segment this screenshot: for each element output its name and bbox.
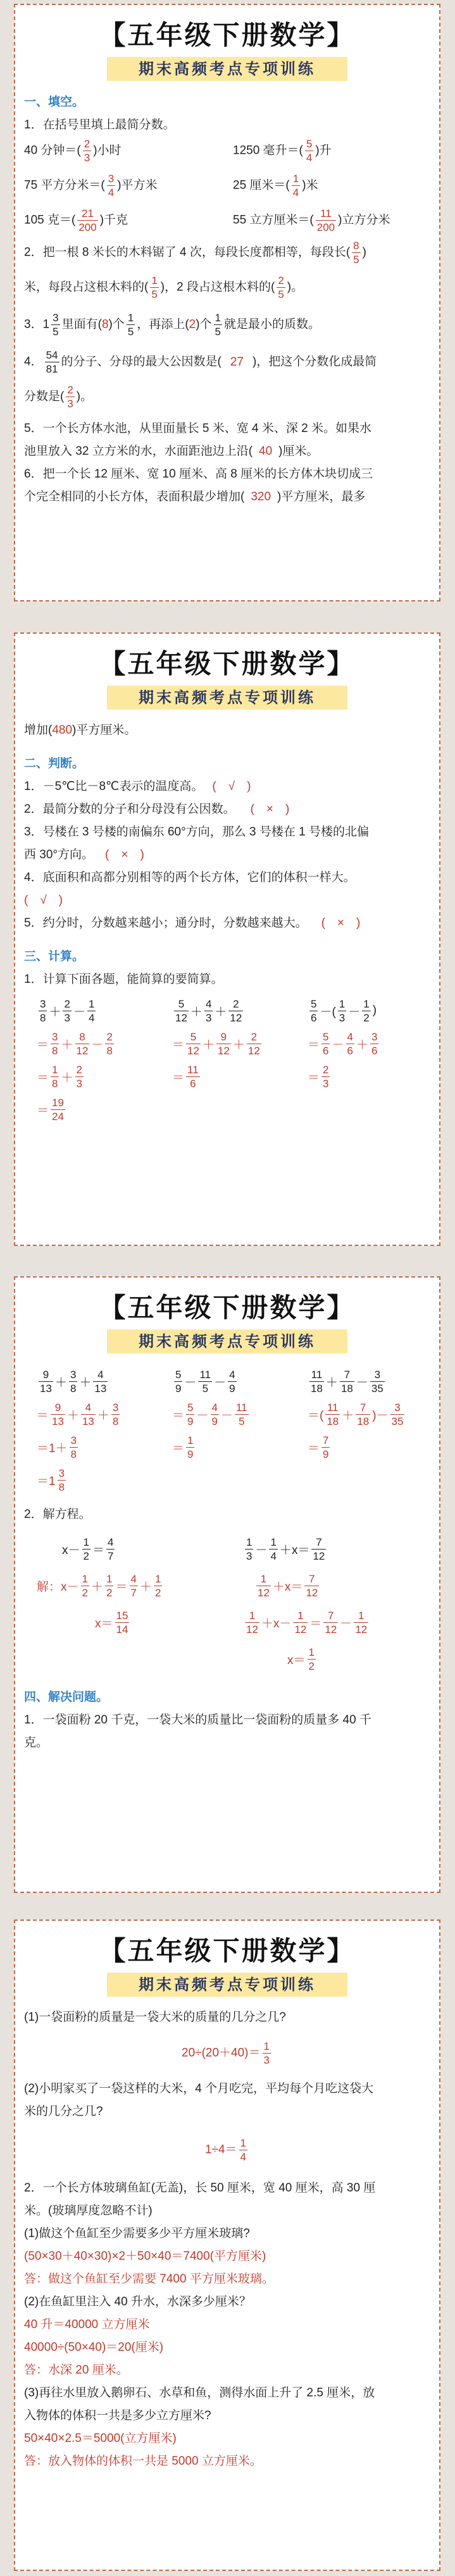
solution-2b: $\frac{1}{12}$ ＋x－ $\frac{1}{12}$ ＝ $\frac{7}{12}$ － $\frac{1}{12}$	[246, 1609, 368, 1636]
problem-1-part-2: (2)小明家买了一袋这样的大米，4 个月吃完，平均每个月吃这袋大	[24, 2082, 374, 2095]
step-2a: ＝ $\frac{5}{12}$ ＋ $\frac{9}{12}$ ＋ $\frac{2}{12}$	[172, 1030, 260, 1057]
expr-1: $\frac{3}{8}$ ＋ $\frac{2}{3}$ － $\frac{1}{4}$	[40, 997, 95, 1024]
question-4-cont: 分数是( $\frac{2}{3}$ )。	[24, 384, 93, 410]
question-2: 2．把一根 8 米长的木料锯了 4 次，每段长度都相等，每段长( $\frac{8}{5}$ )	[24, 240, 366, 266]
question-3: 3．1 $\frac{3}{5}$ 里面有(8)个 $\frac{1}{5}$ ，再添上(2)个 $\frac{1}{5}$ 就是最小的质数。	[24, 312, 321, 338]
question-6: 6．把一个长 12 厘米、宽 10 厘米、高 8 厘米的长方体木块切成三	[24, 467, 373, 481]
solution-2a: $\frac{1}{12}$ ＋x＝ $\frac{7}{12}$	[258, 1572, 318, 1599]
question-4: 4． $\frac{54}{81}$ 的分子、分母的最大公因数是( 27 )，把这个分数化成最简	[24, 349, 377, 375]
answer-5-statement: 答：放入物体的体积一共是 5000 立方厘米。	[24, 2455, 262, 2468]
page-subtitle: 期末高频考点专项训练	[107, 57, 347, 81]
section-true-false: 二、判断。	[24, 757, 85, 770]
calc-instruction: 1．计算下面各题，能简算的要简算。	[24, 973, 223, 986]
step-6b: ＝ $\frac{7}{9}$	[308, 1434, 329, 1460]
step-4a: ＝ $\frac{9}{13}$ ＋ $\frac{4}{13}$ ＋ $\frac{3}{8}$	[37, 1401, 119, 1427]
expr-4: $\frac{9}{13}$ ＋ $\frac{3}{8}$ ＋ $\frac{4}{13}$	[40, 1368, 107, 1395]
question-5: 5．一个长方体水池，从里面量长 5 米、宽 4 米、深 2 米。如果水	[24, 422, 371, 435]
worksheet-page-2	[14, 632, 440, 1246]
spacer	[37, 1641, 224, 1677]
problem-2-part-3: (3)再往水里放入鹅卵石、水草和鱼，测得水面上升了 2.5 厘米，放	[24, 2386, 375, 2400]
q1-row-1: 40 分钟＝( $\frac{2}{3}$ )小时 1250 毫升＝( $\frac{5}{4}$ )升	[24, 138, 332, 164]
problem-1-cont: 克。	[24, 1736, 49, 1749]
question-2-cont: 米，每段占这根木料的( $\frac{1}{5}$ )，2 段占这根木料的( $\frac{2}{5}$ )。	[24, 274, 304, 300]
judge-2: 2．最简分数的分子和分母没有公因数。 ( × )	[24, 803, 290, 816]
judge-1: 1．－5℃比－8℃表示的温度高。 ( √ )	[24, 780, 251, 793]
section-word-problems: 四、解决问题。	[24, 1691, 109, 1704]
expr-6: $\frac{11}{18}$ ＋ $\frac{7}{18}$ － $\frac{3}{35}$	[311, 1368, 383, 1395]
judge-3: 3．号楼在 3 号楼的南偏东 60°方向，那么 3 号楼在 1 号楼的北偏	[24, 825, 369, 839]
answer-3: (50×30＋40×30)×2＋50×40＝7400(平方厘米)	[24, 2250, 266, 2263]
page-subtitle: 期末高频考点专项训练	[107, 686, 347, 710]
question-6-cont: 个完全相同的小长方体，表面积最少增加( 320 )平方厘米，最多	[24, 490, 366, 503]
judge-3-cont: 西 30°方向。 ( × )	[24, 848, 144, 861]
problem-2: 2．一个长方体玻璃鱼缸(无盖)，长 50 厘米，宽 40 厘米，高 30 厘	[24, 2181, 376, 2195]
step-4c: ＝1 $\frac{3}{8}$	[37, 1467, 65, 1493]
problem-2-part-3-cont: 入物体的体积一共是多少立方厘米?	[24, 2409, 211, 2422]
solve-title: 2．解方程。	[24, 1508, 91, 1521]
step-1c: ＝ $\frac{19}{24}$	[37, 1096, 64, 1123]
judge-5: 5．约分时，分数越来越小；通分时，分数越来越大。 ( × )	[24, 916, 361, 930]
step-5b: ＝ $\frac{1}{9}$	[172, 1434, 194, 1460]
solution-1a: 解： x－ $\frac{1}{2}$ ＋ $\frac{1}{2}$ ＝ $\frac{4}{7}$ ＋ $\frac{1}{2}$	[37, 1572, 161, 1599]
step-1a: ＝ $\frac{3}{8}$ ＋ $\frac{8}{12}$ － $\frac{2}{8}$	[37, 1030, 113, 1057]
judge-4-answer: ( √ )	[24, 894, 63, 907]
equation-grid	[37, 1531, 430, 1677]
q1-row-2: 75 平方分米＝( $\frac{3}{4}$ )平方米 25 厘米＝( $\frac{1}{4}$ )米	[24, 173, 318, 199]
question-6-tail: 增加(480)平方厘米。	[24, 724, 137, 737]
equation-1: x－ $\frac{1}{2}$ ＝ $\frac{4}{7}$	[62, 1536, 114, 1562]
step-1b: ＝ $\frac{1}{8}$ ＋ $\frac{2}{3}$	[37, 1063, 82, 1090]
solution-1b: x＝ $\frac{15}{14}$	[95, 1609, 128, 1636]
section-calculation: 三、计算。	[24, 950, 85, 963]
worksheet-page-1	[14, 4, 440, 601]
step-3a: ＝ $\frac{5}{6}$ － $\frac{4}{6}$ ＋ $\frac{3}{6}$	[308, 1030, 378, 1057]
step-6a: ＝( $\frac{11}{18}$ ＋ $\frac{7}{18}$ )－ $\frac{3}{35}$	[308, 1401, 404, 1427]
equation-2: $\frac{1}{3}$ － $\frac{1}{4}$ ＋x＝ $\frac{7}{12}$	[246, 1536, 325, 1562]
question-1: 1．在括号里填上最简分数。	[24, 118, 175, 132]
expr-3: $\frac{5}{6}$ －( $\frac{1}{3}$ － $\frac{1}{2}$ )	[311, 997, 377, 1024]
solution-2c: x＝ $\frac{1}{2}$	[287, 1646, 315, 1672]
worksheet-page-4	[14, 1920, 440, 2571]
page-title: 【五年级下册数学】	[99, 1935, 356, 1966]
problem-1: 1．一袋面粉 20 千克，一袋大米的质量比一袋面粉的质量多 40 千	[24, 1713, 371, 1727]
calc-grid	[37, 994, 430, 1126]
q1-row-3: 105 克＝( $\frac{21}{200}$ )千克 55 立方厘米＝( $\frac{11}{200}$ )立方分米	[24, 207, 390, 233]
answer-3-statement: 答：做这个鱼缸至少需要 7400 平方厘米玻璃。	[24, 2272, 274, 2286]
step-2b: ＝ $\frac{11}{6}$	[172, 1063, 199, 1090]
page-subtitle: 期末高频考点专项训练	[107, 1329, 347, 1353]
problem-1-part-1: (1)一袋面粉的质量是一袋大米的质量的几分之几?	[24, 2011, 286, 2024]
page-title: 【五年级下册数学】	[99, 648, 356, 679]
expr-5: $\frac{5}{9}$ － $\frac{11}{5}$ － $\frac{4}{9}$	[175, 1368, 235, 1395]
problem-2-cont: 米。(玻璃厚度忽略不计)	[24, 2204, 153, 2217]
answer-5: 50×40×2.5＝5000(立方厘米)	[24, 2432, 177, 2445]
page-subtitle: 期末高频考点专项训练	[107, 1973, 347, 1997]
step-3b: ＝ $\frac{2}{3}$	[308, 1063, 329, 1090]
step-5a: ＝ $\frac{5}{9}$ － $\frac{4}{9}$ － $\frac{11}{5}$	[172, 1401, 247, 1427]
page-title: 【五年级下册数学】	[99, 20, 356, 51]
judge-4: 4．底面积和高都分别相等的两个长方体，它们的体积一样大。	[24, 871, 356, 884]
answer-4-statement: 答：水深 20 厘米。	[24, 2363, 128, 2377]
problem-1-part-2-cont: 米的几分之几?	[24, 2105, 103, 2118]
page-title: 【五年级下册数学】	[99, 1292, 356, 1323]
problem-2-part-1: (1)做这个鱼缸至少需要多少平方厘米玻璃?	[24, 2227, 250, 2240]
section-fill-blank: 一、填空。	[24, 96, 85, 109]
worksheet-page-3	[14, 1276, 440, 1893]
answer-4b: 40000÷(50×40)＝20(厘米)	[24, 2341, 164, 2354]
answer-2: 1÷4＝ $\frac{1}{4}$	[204, 2137, 247, 2163]
problem-2-part-2: (2)在鱼缸里注入 40 升水，水深多少厘米？	[24, 2295, 251, 2308]
step-4b: ＝1＋ $\frac{3}{8}$	[37, 1434, 77, 1460]
answer-1: 20÷(20＋40)＝ $\frac{1}{3}$	[182, 2040, 270, 2066]
question-5-cont: 池里放入 32 立方米的水，水面距池边上沿( 40 )厘米。	[24, 445, 319, 458]
expr-2: $\frac{5}{12}$ ＋ $\frac{4}{3}$ ＋ $\frac{2}{12}$	[175, 997, 242, 1024]
answer-4a: 40 升＝40000 立方厘米	[24, 2318, 150, 2331]
calc-grid-2	[37, 1365, 430, 1496]
